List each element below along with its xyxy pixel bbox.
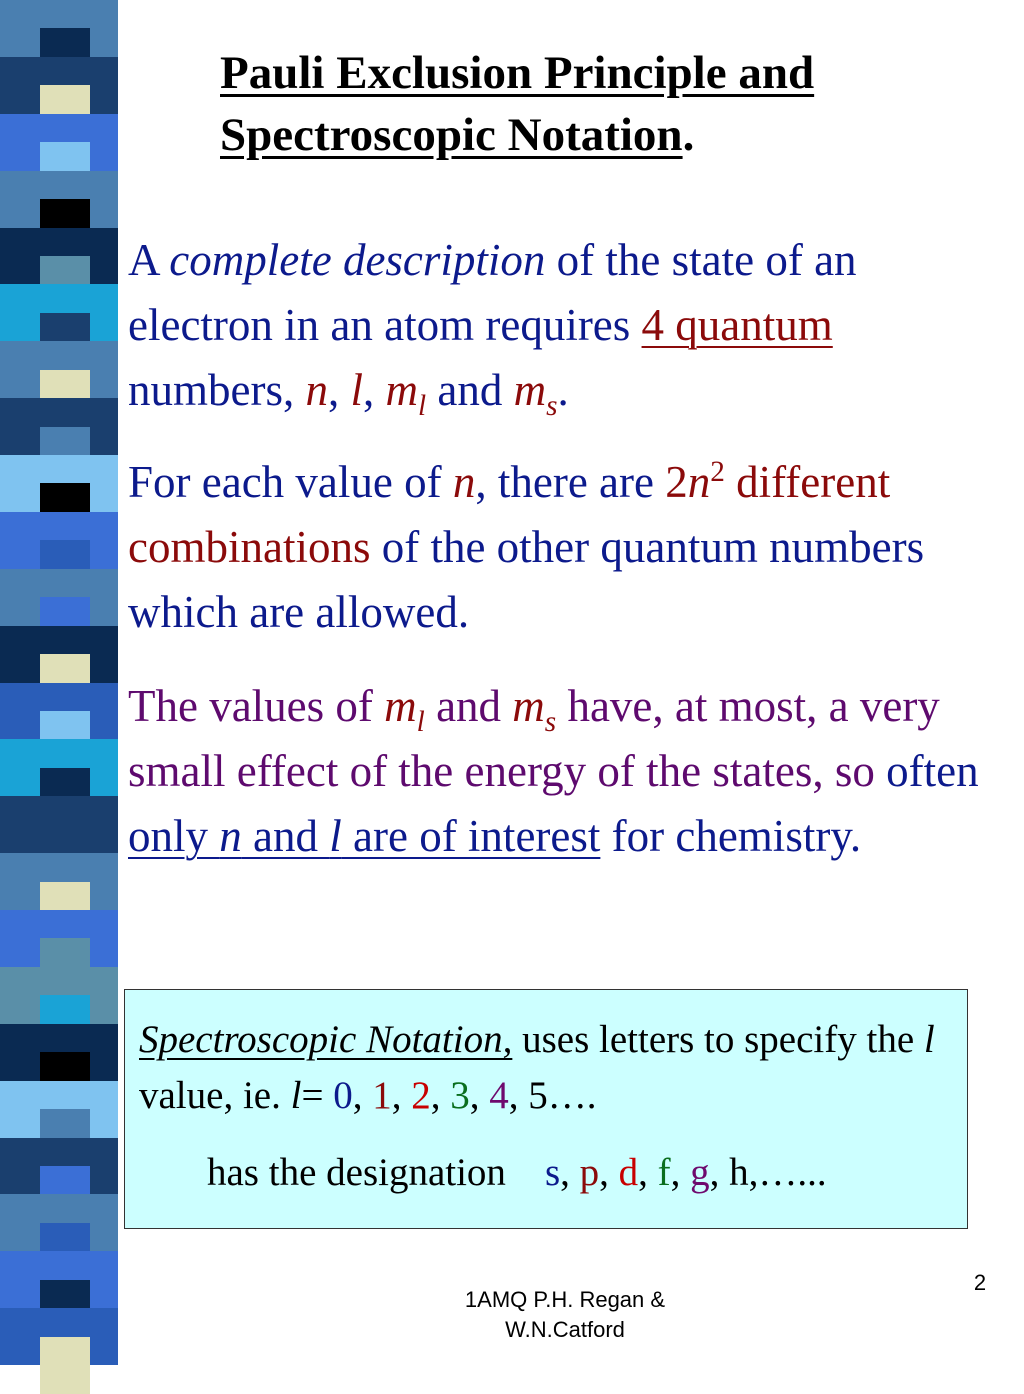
- box-designation: [207, 1148, 827, 1198]
- text-run: 2: [665, 457, 688, 507]
- text-run: The values of: [128, 681, 385, 731]
- symbol-m: m: [385, 365, 418, 415]
- separator: ,: [670, 1151, 691, 1194]
- symbol-ms: [512, 681, 557, 738]
- text-run: of the other quantum numbers which are allowed.: [128, 522, 925, 637]
- letter-s: s: [544, 1151, 561, 1194]
- four-quantum-phrase: 4 quantum: [641, 300, 833, 350]
- text-run: of the state of an electron in an atom requires: [128, 235, 857, 350]
- separator: ,: [430, 1074, 451, 1117]
- only-n-and-l-phrase: [128, 811, 600, 861]
- symbol-n: n: [305, 365, 328, 415]
- separator: ,: [599, 1151, 619, 1194]
- symbol-n: n: [452, 457, 476, 507]
- strip-tile: [40, 1337, 90, 1394]
- l-value-4: 4: [489, 1074, 509, 1117]
- separator: ,: [352, 1074, 373, 1117]
- slide-footer: [420, 1285, 710, 1345]
- text-run: for chemistry.: [600, 811, 862, 861]
- decorative-side-strip: [0, 0, 120, 1365]
- text-run: has the designation: [207, 1151, 545, 1194]
- separator: ,: [391, 1074, 412, 1117]
- text-run: often: [886, 746, 979, 796]
- l-value-5: 5….: [528, 1074, 597, 1117]
- symbol-l: l: [923, 1018, 935, 1061]
- symbol-m: m: [513, 365, 547, 415]
- text-run: value, ie.: [139, 1074, 291, 1117]
- text-run: only: [128, 811, 220, 861]
- text-run: .: [557, 365, 569, 415]
- subscript-s: s: [546, 390, 558, 422]
- symbol-ms: [513, 365, 558, 422]
- title-period: .: [682, 109, 695, 161]
- separator: ,: [638, 1151, 658, 1194]
- complete-description-phrase: complete description: [169, 235, 546, 285]
- text-run: numbers,: [128, 365, 306, 415]
- symbol-l: l: [329, 811, 342, 861]
- text-run: have, at most, a very small effect of the energy of the states, so: [128, 681, 940, 796]
- text-run: For each value of: [128, 457, 453, 507]
- footer-authors-line2: W.N.Catford: [505, 1317, 625, 1342]
- separator: ,: [709, 1151, 730, 1194]
- separator: ,: [508, 1074, 529, 1117]
- separator: ,: [560, 1151, 580, 1194]
- page-number: 2: [973, 1270, 987, 1295]
- title-line2: Spectroscopic Notation: [220, 109, 683, 161]
- subscript-l: l: [418, 390, 427, 422]
- symbol-ml: [384, 681, 425, 738]
- symbol-m: m: [384, 681, 417, 731]
- text-run: ,: [327, 365, 351, 415]
- text-run: are of interest: [341, 811, 601, 861]
- l-value-3: 3: [450, 1074, 470, 1117]
- text-run: , there are: [475, 457, 666, 507]
- slide-title: [220, 42, 1000, 166]
- letter-g: g: [690, 1151, 710, 1194]
- symbol-m: m: [512, 681, 545, 731]
- l-value-1: 1: [372, 1074, 392, 1117]
- paragraph-values: [128, 674, 1008, 869]
- separator: ,: [469, 1074, 490, 1117]
- title-line1: Pauli Exclusion Principle and: [220, 47, 815, 99]
- spectroscopic-notation-box: [124, 989, 968, 1229]
- symbol-ml: [385, 365, 427, 422]
- symbol-l: l: [290, 1074, 302, 1117]
- symbol-l: l: [350, 365, 363, 415]
- text-run: =: [301, 1074, 334, 1117]
- text-run: uses letters to specify the: [512, 1018, 924, 1061]
- text-run: and: [426, 365, 514, 415]
- l-value-2: 2: [411, 1074, 431, 1117]
- letter-f: f: [657, 1151, 671, 1194]
- text-run: and: [241, 811, 330, 861]
- different-combinations-phrase: different combinations: [128, 457, 891, 572]
- symbol-n: n: [687, 457, 711, 507]
- letter-h: h,…...: [729, 1151, 827, 1194]
- letter-p: p: [579, 1151, 600, 1194]
- subscript-l: l: [416, 706, 425, 738]
- text-run: A: [128, 235, 170, 285]
- footer-authors-line1: 1AMQ P.H. Regan &: [464, 1287, 666, 1312]
- box-description: [139, 1012, 959, 1124]
- text-run: and: [424, 681, 513, 731]
- text-run: ,: [363, 365, 386, 415]
- symbol-n: n: [219, 811, 242, 861]
- subscript-s: s: [544, 706, 557, 738]
- spectroscopic-notation-term: Spectroscopic Notation,: [139, 1018, 513, 1061]
- superscript-2: 2: [710, 456, 725, 488]
- paragraph-combinations: [128, 450, 1008, 645]
- l-value-0: 0: [333, 1074, 353, 1117]
- formula-2n-squared: [665, 457, 725, 507]
- paragraph-complete-description: [128, 228, 1008, 423]
- letter-d: d: [618, 1151, 639, 1194]
